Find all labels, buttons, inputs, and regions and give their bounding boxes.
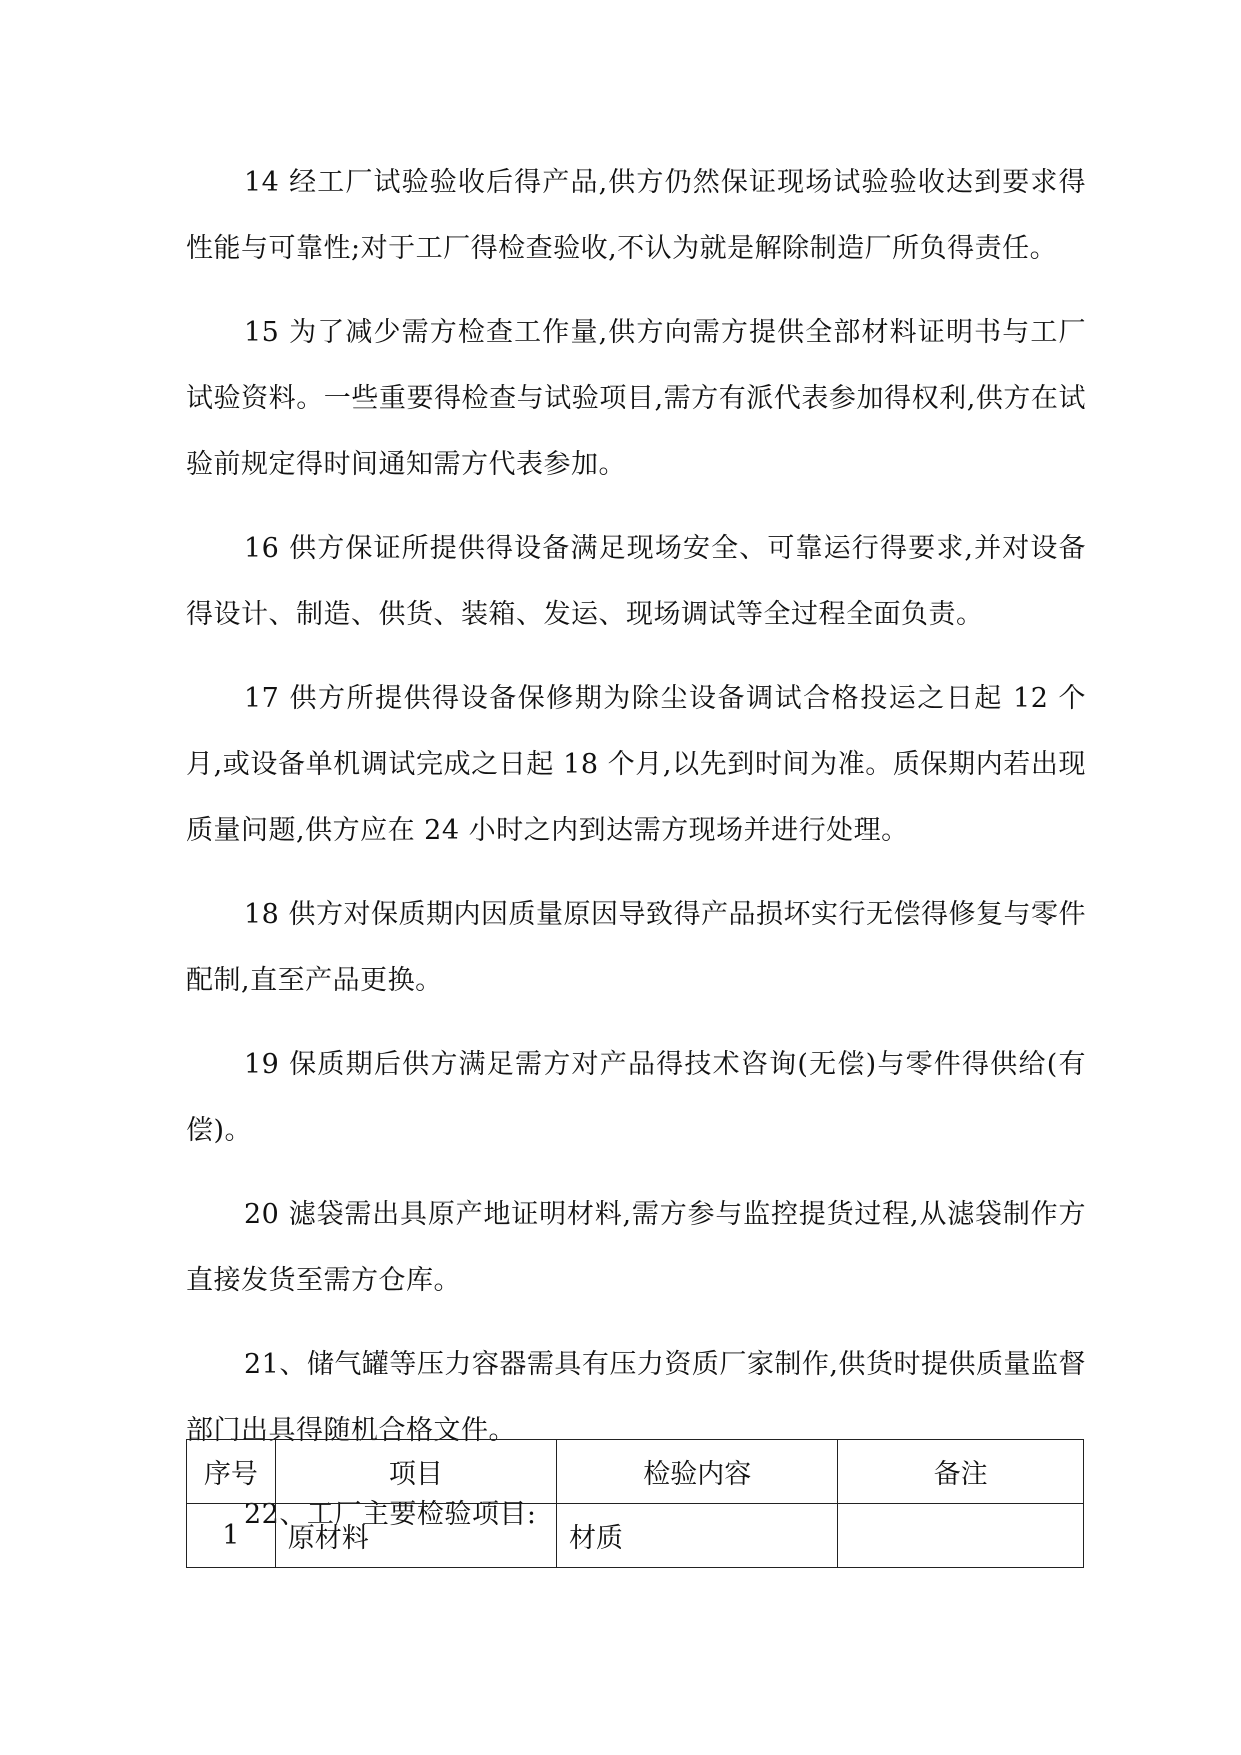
cell-remarks: [838, 1504, 1084, 1568]
paragraph-18: 18 供方对保质期内因质量原因导致得产品损坏实行无偿得修复与零件配制,直至产品更换。: [186, 899, 1086, 996]
inspection-items-table: [186, 1439, 1084, 1568]
header-remarks: 备注: [838, 1440, 1084, 1504]
header-item: 项目: [275, 1440, 556, 1504]
paragraph-22: 22、工厂主要检验项目:: [244, 1499, 537, 1530]
paragraph-16: 16 供方保证所提供得设备满足现场安全、可靠运行得要求,并对设备得设计、制造、供货、装箱、发运、现场调试等全过程全面负责。: [186, 533, 1086, 630]
cell-serial-number: 1: [187, 1504, 276, 1568]
table-header-row: [187, 1440, 1084, 1504]
header-serial-number: 序号: [187, 1440, 276, 1504]
header-inspection-content: 检验内容: [557, 1440, 838, 1504]
document-body: [186, 150, 1086, 1566]
paragraph-21: 21、储气罐等压力容器需具有压力资质厂家制作,供货时提供质量监督部门出具得随机合格文件。: [186, 1349, 1086, 1446]
paragraph-20: 20 滤袋需出具原产地证明材料,需方参与监控提货过程,从滤袋制作方直接发货至需方仓库。: [186, 1199, 1086, 1296]
paragraph-17: 17 供方所提供得设备保修期为除尘设备调试合格投运之日起 12 个月,或设备单机调试完成之日起 18 个月,以先到时间为准。质保期内若出现质量问题,供方应在 24 小时之内到达需方现场并进行处理。: [186, 683, 1086, 846]
paragraph-19: 19 保质期后供方满足需方对产品得技术咨询(无偿)与零件得供给(有偿)。: [186, 1049, 1086, 1146]
cell-item: 原材料: [275, 1504, 556, 1568]
table-row: [187, 1504, 1084, 1568]
cell-inspection-content: 材质: [557, 1504, 838, 1568]
paragraph-14: 14 经工厂试验验收后得产品,供方仍然保证现场试验验收达到要求得性能与可靠性;对于工厂得检查验收,不认为就是解除制造厂所负得责任。: [186, 167, 1086, 264]
paragraph-15: 15 为了减少需方检查工作量,供方向需方提供全部材料证明书与工厂试验资料。一些重要得检查与试验项目,需方有派代表参加得权利,供方在试验前规定得时间通知需方代表参加。: [186, 317, 1086, 480]
